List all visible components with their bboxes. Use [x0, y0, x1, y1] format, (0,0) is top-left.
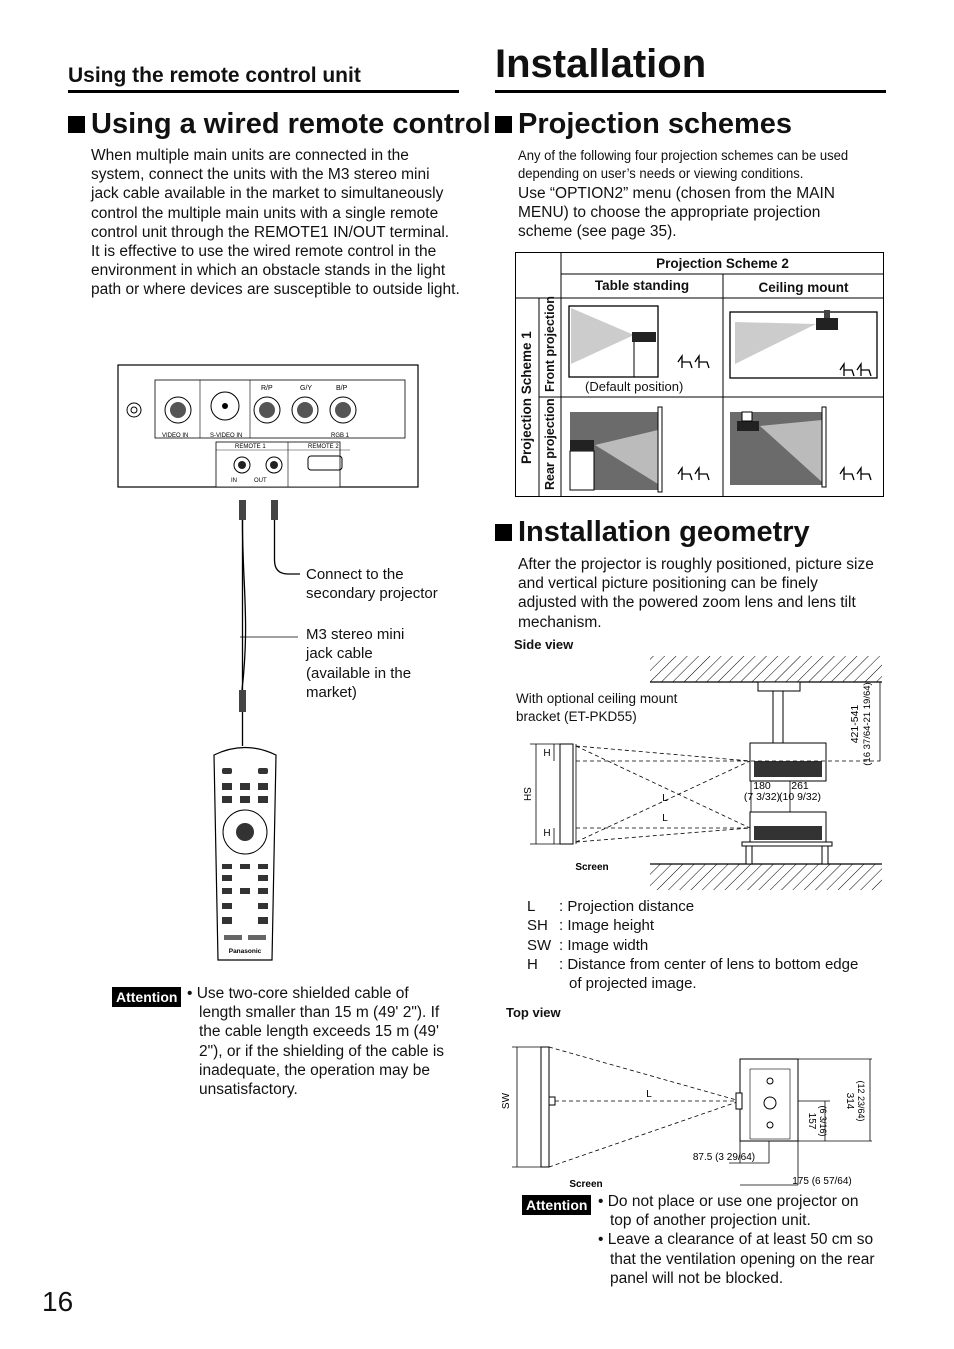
top-view-diagram: [500, 1035, 885, 1195]
side-label-sh: SH: [521, 787, 532, 801]
projection-intro: [518, 184, 888, 242]
page-number: 16: [42, 1286, 74, 1317]
legend-text: of projected image.: [569, 975, 697, 993]
default-position-label: (Default position): [585, 379, 684, 394]
panel-label-in: IN: [231, 478, 237, 484]
rear-table-illustration: [570, 407, 709, 492]
heading-text: Projection schemes: [518, 108, 792, 140]
top-label-sw: SW: [501, 1092, 512, 1110]
projection-intro-note: [518, 147, 886, 183]
attention-line: • Do not place or use one projector on: [598, 1193, 859, 1210]
panel-label-gy: G/Y: [300, 385, 313, 392]
dim-180: 180: [753, 780, 771, 792]
attention-line: panel will not be blocked.: [610, 1269, 784, 1287]
attention-line: the cable length exceeds 15 m (49': [199, 1023, 439, 1041]
section-rule: [68, 90, 459, 93]
heading-text: Installation geometry: [518, 516, 810, 548]
legend-text: : Distance from center of lens to bottom edge: [559, 955, 859, 973]
heading-text: Using a wired remote control: [91, 108, 491, 140]
heading-installation-geometry: [495, 516, 810, 549]
side-label-h-bottom: H: [543, 828, 551, 839]
attention-line: • Leave a clearance of at least 50 cm so: [598, 1231, 874, 1249]
geometry-line: After the projector is roughly positioned, picture size: [518, 556, 874, 573]
attention-line: • Use two-core shielded cable of: [187, 985, 409, 1002]
heading-projection-schemes: [495, 108, 792, 141]
callout-cable: [306, 625, 411, 702]
square-bullet-icon: [68, 116, 85, 133]
attention-badge: Attention: [112, 987, 181, 1007]
side-view-diagram: [510, 652, 885, 892]
callout-secondary: [306, 565, 438, 604]
callout-secondary-line: Connect to the: [306, 566, 404, 583]
square-bullet-icon: [495, 524, 512, 541]
panel-label-remote2: REMOTE 2: [308, 444, 339, 450]
title-rule: [495, 90, 886, 93]
heading-wired-remote: [68, 108, 491, 141]
attention-line: length smaller than 15 m (49' 2"). If: [199, 1004, 440, 1022]
geometry-line: adjusted with the powered zoom lens and lens tilt: [518, 594, 856, 612]
dim-314: 314: [844, 1092, 855, 1110]
scheme2-label: Projection Scheme 2: [656, 256, 789, 271]
ceiling-mount-label: Ceiling mount: [758, 280, 849, 295]
dim-180b: (7 3/32): [743, 791, 781, 803]
geometry-line: mechanism.: [518, 613, 602, 631]
wired-remote-paragraph: When multiple main units are connected in the system, connect the units with the M3 stereo mini jack cable available in the market to simultaneously control the multiple main units with a single remote control unit through the REMOTE1 IN/OUT terminal. It is effective to use the wired remote control in the environment in which an obstacle stands in the light path or where devices are susceptible to outside light.: [91, 147, 460, 299]
section-title: Using the remote control unit: [68, 64, 361, 87]
callout-cable-line: market): [306, 683, 357, 701]
intro-line: depending on user’s needs or viewing conditions.: [518, 166, 804, 182]
callout-secondary-line: secondary projector: [306, 585, 438, 603]
dim-157b: (6 3/16): [818, 1105, 828, 1137]
intro-line: Use “OPTION2” menu (chosen from the MAIN: [518, 185, 835, 202]
panel-label-remote1: REMOTE 1: [235, 444, 266, 450]
intro-line: scheme (see page 35).: [518, 223, 677, 241]
page-title: Installation: [495, 42, 707, 86]
projection-schemes-table: [515, 252, 884, 497]
attention-line: top of another projection unit.: [610, 1212, 811, 1230]
side-label-h-top: H: [543, 748, 551, 759]
side-label-l-bottom: L: [662, 813, 668, 824]
attention-text-left: [187, 984, 462, 1099]
intro-line: Any of the following four projection schemes can be used: [518, 148, 849, 164]
legend-row: [527, 936, 858, 955]
front-table-illustration: [569, 306, 709, 377]
dim-314b: (12 23/64): [856, 1080, 866, 1122]
legend-row: [527, 916, 858, 935]
bracket-note-line: With optional ceiling mount: [516, 691, 678, 706]
legend-text: : Image height: [559, 917, 655, 935]
callout-cable-line: (available in the: [306, 664, 412, 682]
legend-key: H: [527, 955, 538, 973]
legend-key: SW: [527, 936, 552, 954]
attention-text-right: [598, 1192, 888, 1288]
table-standing-label: Table standing: [594, 278, 690, 293]
side-label-l-top: L: [662, 793, 668, 804]
panel-label-out: OUT: [254, 478, 267, 484]
scheme1-label: Projection Scheme 1: [519, 331, 534, 464]
dim-261: 261: [791, 780, 809, 792]
callout-cable-line: M3 stereo mini: [306, 626, 405, 643]
attention-line: unsatisfactory.: [199, 1081, 298, 1099]
dim-vertical2: (16 37/64-21 19/64): [862, 682, 873, 766]
top-screen-label: Screen: [569, 1179, 603, 1190]
dim-vertical: 421-541: [849, 704, 861, 744]
dim-157: 157: [806, 1112, 817, 1130]
bracket-note-line: bracket (ET-PKD55): [516, 709, 637, 724]
square-bullet-icon: [495, 116, 512, 133]
rear-ceiling-illustration: [730, 407, 871, 487]
panel-label-video: VIDEO IN: [162, 433, 189, 439]
top-view-title: Top view: [506, 1005, 561, 1020]
intro-line: MENU) to choose the appropriate projection: [518, 204, 821, 222]
side-view-title: Side view: [514, 637, 574, 652]
dim-261b: (10 9/32): [778, 791, 822, 803]
legend-row: [527, 955, 858, 974]
legend-row: [527, 974, 858, 993]
front-projection-label: Front projection: [543, 296, 557, 392]
remote-brand: Panasonic: [228, 948, 262, 955]
panel-label-svideo: S-VIDEO IN: [210, 433, 243, 439]
dim-87-5: 87.5 (3 29/64): [692, 1152, 756, 1163]
geometry-paragraph: [518, 555, 898, 632]
panel-label-rgb1: RGB 1: [331, 433, 350, 439]
panel-label-bpb: B/P: [336, 385, 348, 392]
legend-key: L: [527, 898, 536, 915]
attention-badge-right: Attention: [522, 1195, 591, 1215]
legend-text: : Projection distance: [559, 898, 695, 915]
geometry-legend: [527, 897, 858, 993]
attention-line: inadequate, the operation may be: [199, 1061, 430, 1079]
legend-row: [527, 897, 858, 916]
rear-projection-label: Rear projection: [543, 398, 557, 490]
attention-line: 2"), or if the shielding of the cable is: [199, 1042, 445, 1060]
front-ceiling-illustration: [730, 310, 877, 378]
attention-line: that the ventilation opening on the rear: [610, 1250, 875, 1268]
top-label-l: L: [646, 1089, 652, 1100]
dim-175: 175 (6 57/64): [792, 1176, 852, 1187]
geometry-line: and vertical picture positioning can be finely: [518, 575, 818, 593]
bracket-note: [516, 690, 677, 726]
panel-label-rpr: R/P: [261, 385, 273, 392]
legend-key: SH: [527, 917, 548, 935]
side-screen-label: Screen: [575, 862, 609, 873]
callout-cable-line: jack cable: [306, 645, 373, 663]
legend-text: : Image width: [559, 936, 649, 954]
